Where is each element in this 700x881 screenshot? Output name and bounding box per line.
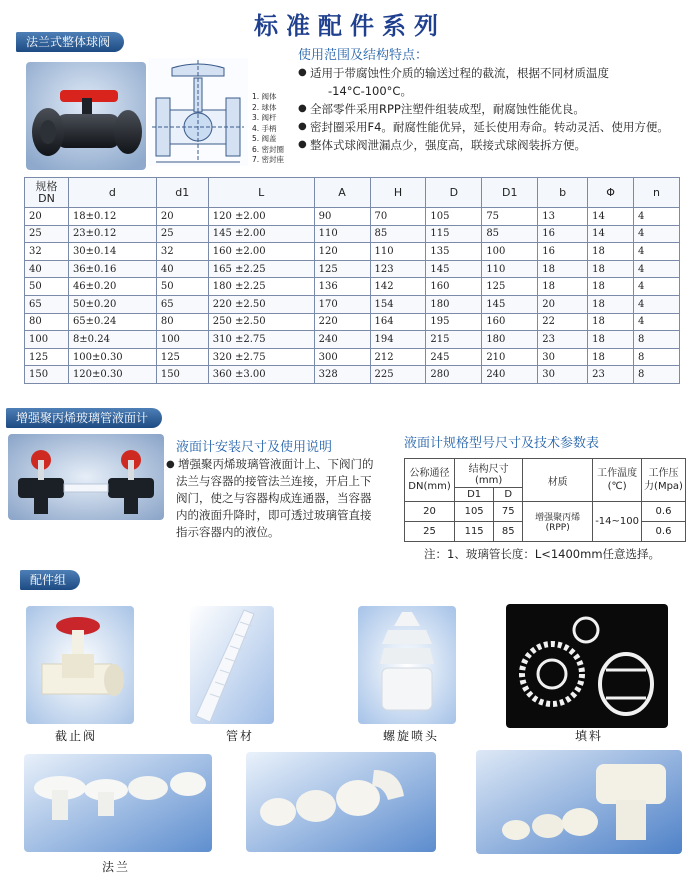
table-cell: 320 ±2.75: [208, 348, 314, 366]
caption-packing: 填料: [574, 729, 603, 743]
table-cell: 36±0.16: [68, 260, 156, 278]
table-cell: 22: [538, 313, 588, 331]
col-header: D: [426, 178, 482, 208]
col-header-material: 材质: [523, 459, 593, 502]
table-cell: 90: [314, 208, 370, 226]
table-cell: 4: [634, 208, 680, 226]
table-row: [25, 208, 680, 226]
table-cell: 123: [370, 260, 426, 278]
table-cell: 125: [482, 278, 538, 296]
col-header: Φ: [588, 178, 634, 208]
table-cell: 145: [426, 260, 482, 278]
table-cell: 180: [482, 331, 538, 349]
table-cell: 32: [25, 243, 69, 261]
table-cell: 46±0.20: [68, 278, 156, 296]
install-line: 增强聚丙烯玻璃管液面计上、下阀门的: [178, 457, 374, 471]
part-label: 3. 阀杆: [252, 113, 277, 122]
table-cell: 85: [370, 225, 426, 243]
col-header-d: D: [494, 488, 523, 502]
caption-stop-valve: 截止阀: [54, 729, 97, 743]
table-cell: 120: [314, 243, 370, 261]
install-line: 法兰与容器的接管法兰连接，开启上下: [176, 474, 372, 488]
usage-heading: 使用范围及结构特点：: [298, 48, 429, 63]
table-header-row: [25, 178, 680, 208]
table-cell: 145: [482, 295, 538, 313]
ball-valve-diagram: [148, 58, 248, 166]
tee-photo: [476, 750, 682, 854]
part-label: 7. 密封座: [252, 155, 285, 164]
cell-d: 75: [494, 502, 523, 522]
part-label: 2. 球体: [252, 102, 277, 112]
table-row: [405, 502, 686, 522]
table-cell: 100: [482, 243, 538, 261]
table-cell: 220: [314, 313, 370, 331]
cell-d1: 115: [455, 522, 494, 542]
table-cell: 18: [588, 295, 634, 313]
bullet-item: ● 密封圈采用F4。耐腐性能优异，延长使用寿命。转动灵活、使用方便。: [298, 118, 698, 136]
table-cell: 18: [538, 278, 588, 296]
table-cell: 18: [588, 348, 634, 366]
table-cell: 16: [538, 243, 588, 261]
table-cell: 50: [25, 278, 69, 296]
table-cell: 30: [538, 348, 588, 366]
col-header: L: [208, 178, 314, 208]
gauge-note: 注：1、玻璃管长度：L<1400mm任意选择。: [424, 547, 661, 561]
col-header-pressure: 工作压力(Mpa): [642, 459, 686, 502]
fittings-tab: 配件组: [20, 570, 80, 590]
ball-valve-photo: [26, 62, 146, 170]
table-cell: 4: [634, 278, 680, 296]
table-cell: 80: [25, 313, 69, 331]
install-text: ● 增强聚丙烯玻璃管液面计上、下阀门的 法兰与容器的接管法兰连接，开启上下 阀门，使之与容器构成连通器，当容器 内的液面升降时，即可透过玻璃管直接 指示容器内的液位。: [166, 456, 400, 541]
ball-valve-tab: 法兰式整体球阀: [16, 32, 124, 52]
col-header: n: [634, 178, 680, 208]
table-cell: 50±0.20: [68, 295, 156, 313]
table-cell: 30±0.14: [68, 243, 156, 261]
table-cell: 115: [426, 225, 482, 243]
table-cell: 18: [588, 331, 634, 349]
table-cell: 220 ±2.50: [208, 295, 314, 313]
table-cell: 75: [482, 208, 538, 226]
ball-valve-spec-table: [24, 177, 680, 384]
table-cell: 70: [370, 208, 426, 226]
table-cell: 120 ±2.00: [208, 208, 314, 226]
elbow-photo: [246, 752, 436, 852]
gauge-spec-table: [404, 458, 686, 542]
table-row: [25, 366, 680, 384]
table-cell: 65±0.24: [68, 313, 156, 331]
table-cell: 245: [426, 348, 482, 366]
table-cell: 8: [634, 366, 680, 384]
table-cell: 40: [25, 260, 69, 278]
table-cell: 23±0.12: [68, 225, 156, 243]
part-label: 1. 阀体: [252, 92, 277, 101]
table-cell: 154: [370, 295, 426, 313]
table-cell: 18±0.12: [68, 208, 156, 226]
table-cell: 4: [634, 225, 680, 243]
level-gauge-tab: 增强聚丙烯玻璃管液面计: [6, 408, 162, 428]
col-header: 规格DN: [25, 178, 69, 208]
install-line: 阀门，使之与容器构成连通器，当容器: [176, 491, 372, 505]
table-cell: 80: [156, 313, 208, 331]
page-title: 标准配件系列: [254, 12, 446, 40]
table-cell: 212: [370, 348, 426, 366]
table-row: [25, 348, 680, 366]
table-cell: 195: [426, 313, 482, 331]
table-cell: 18: [588, 243, 634, 261]
table-row: [25, 331, 680, 349]
cell-d: 85: [494, 522, 523, 542]
table-cell: 110: [370, 243, 426, 261]
table-cell: 120±0.30: [68, 366, 156, 384]
caption-pipe: 管材: [225, 729, 254, 743]
table-cell: 100: [25, 331, 69, 349]
col-header-dn: 公称通径DN(mm): [405, 459, 455, 502]
table-cell: 30: [538, 366, 588, 384]
table-cell: 136: [314, 278, 370, 296]
table-cell: 125: [156, 348, 208, 366]
table-cell: 4: [634, 295, 680, 313]
table-row: [25, 243, 680, 261]
table-cell: 16: [538, 225, 588, 243]
caption-spiral-nozzle: 螺旋喷头: [382, 729, 439, 743]
install-line: 指示容器内的液位。: [176, 525, 280, 539]
table-cell: 300: [314, 348, 370, 366]
bullet-item: [298, 64, 698, 100]
bullet-text-cont: -14°C-100°C。: [328, 84, 412, 98]
install-heading: 液面计安装尺寸及使用说明: [176, 440, 333, 455]
table-cell: 25: [25, 225, 69, 243]
stop-valve-photo: [26, 606, 134, 724]
bullet-item: ● 全部零件采用RPP注塑件组装成型，耐腐蚀性能优良。: [298, 100, 698, 118]
gauge-spec-heading: 液面计规格型号尺寸及技术参数表: [404, 436, 600, 451]
bullet-text: 适用于带腐蚀性介质的输送过程的截流，根据不同材质温度: [310, 66, 609, 80]
table-cell: 165 ±2.25: [208, 260, 314, 278]
caption-flange: 法兰: [101, 860, 130, 874]
table-cell: 18: [588, 278, 634, 296]
table-cell: 50: [156, 278, 208, 296]
table-cell: 20: [25, 208, 69, 226]
table-cell: 4: [634, 243, 680, 261]
table-cell: 110: [314, 225, 370, 243]
table-cell: 160: [482, 313, 538, 331]
table-cell: 20: [538, 295, 588, 313]
spiral-nozzle-photo: [358, 606, 456, 724]
table-cell: 65: [156, 295, 208, 313]
table-cell: 4: [634, 313, 680, 331]
table-cell: 150: [25, 366, 69, 384]
bullet-item: ● 整体式球阀泄漏点少，强度高，联接式球阀装拆方便。: [298, 136, 698, 154]
level-gauge-photo: [8, 434, 164, 520]
table-cell: 160 ±2.00: [208, 243, 314, 261]
table-cell: 280: [426, 366, 482, 384]
cell-pressure: 0.6: [642, 502, 686, 522]
table-cell: 170: [314, 295, 370, 313]
table-cell: 310 ±2.75: [208, 331, 314, 349]
col-header-d1: D1: [455, 488, 494, 502]
table-cell: 18: [588, 260, 634, 278]
table-cell: 65: [25, 295, 69, 313]
table-cell: 100: [156, 331, 208, 349]
table-cell: 164: [370, 313, 426, 331]
flange-photo: [24, 754, 212, 852]
table-cell: 240: [482, 366, 538, 384]
table-cell: 85: [482, 225, 538, 243]
table-cell: 8: [634, 348, 680, 366]
table-cell: 180 ±2.25: [208, 278, 314, 296]
table-cell: 250 ±2.50: [208, 313, 314, 331]
table-row: [25, 225, 680, 243]
table-cell: 23: [588, 366, 634, 384]
cell-dn: 20: [405, 502, 455, 522]
table-cell: 160: [426, 278, 482, 296]
table-cell: 32: [156, 243, 208, 261]
col-header: d1: [156, 178, 208, 208]
table-row: [25, 278, 680, 296]
packing-photo: [506, 604, 668, 728]
table-cell: 240: [314, 331, 370, 349]
table-cell: 215: [426, 331, 482, 349]
table-cell: 125: [314, 260, 370, 278]
cell-temp: -14~100: [593, 502, 642, 542]
table-cell: 100±0.30: [68, 348, 156, 366]
table-cell: 4: [634, 260, 680, 278]
part-label: 4. 手柄: [252, 123, 277, 133]
table-cell: 23: [538, 331, 588, 349]
table-row: [25, 260, 680, 278]
table-cell: 14: [588, 225, 634, 243]
table-cell: 13: [538, 208, 588, 226]
table-cell: 135: [426, 243, 482, 261]
table-cell: 18: [538, 260, 588, 278]
table-cell: 225: [370, 366, 426, 384]
table-cell: 8±0.24: [68, 331, 156, 349]
col-header: D1: [482, 178, 538, 208]
part-label: 6. 密封圈: [252, 144, 285, 154]
col-header: b: [538, 178, 588, 208]
usage-bullets: [298, 64, 698, 154]
col-header-size: 结构尺寸(mm): [455, 459, 523, 488]
table-cell: 125: [25, 348, 69, 366]
cell-material: 增强聚丙烯(RPP): [523, 502, 593, 542]
cell-dn: 25: [405, 522, 455, 542]
install-line: 内的液面升降时，即可透过玻璃管直接: [176, 508, 372, 522]
table-cell: 40: [156, 260, 208, 278]
table-cell: 8: [634, 331, 680, 349]
table-cell: 210: [482, 348, 538, 366]
table-row: [25, 313, 680, 331]
table-cell: 360 ±3.00: [208, 366, 314, 384]
table-cell: 14: [588, 208, 634, 226]
table-cell: 18: [588, 313, 634, 331]
col-header: A: [314, 178, 370, 208]
cell-pressure: 0.6: [642, 522, 686, 542]
table-cell: 150: [156, 366, 208, 384]
table-cell: 180: [426, 295, 482, 313]
diagram-parts-list: [252, 92, 284, 166]
col-header-temp: 工作温度(℃): [593, 459, 642, 502]
pipe-photo: [190, 606, 274, 724]
table-row: [25, 295, 680, 313]
table-cell: 142: [370, 278, 426, 296]
table-cell: 25: [156, 225, 208, 243]
part-label: 5. 阀盖: [252, 134, 277, 143]
table-cell: 105: [426, 208, 482, 226]
table-cell: 110: [482, 260, 538, 278]
table-cell: 194: [370, 331, 426, 349]
table-cell: 20: [156, 208, 208, 226]
cell-d1: 105: [455, 502, 494, 522]
table-cell: 328: [314, 366, 370, 384]
col-header: d: [68, 178, 156, 208]
table-cell: 145 ±2.00: [208, 225, 314, 243]
col-header: H: [370, 178, 426, 208]
